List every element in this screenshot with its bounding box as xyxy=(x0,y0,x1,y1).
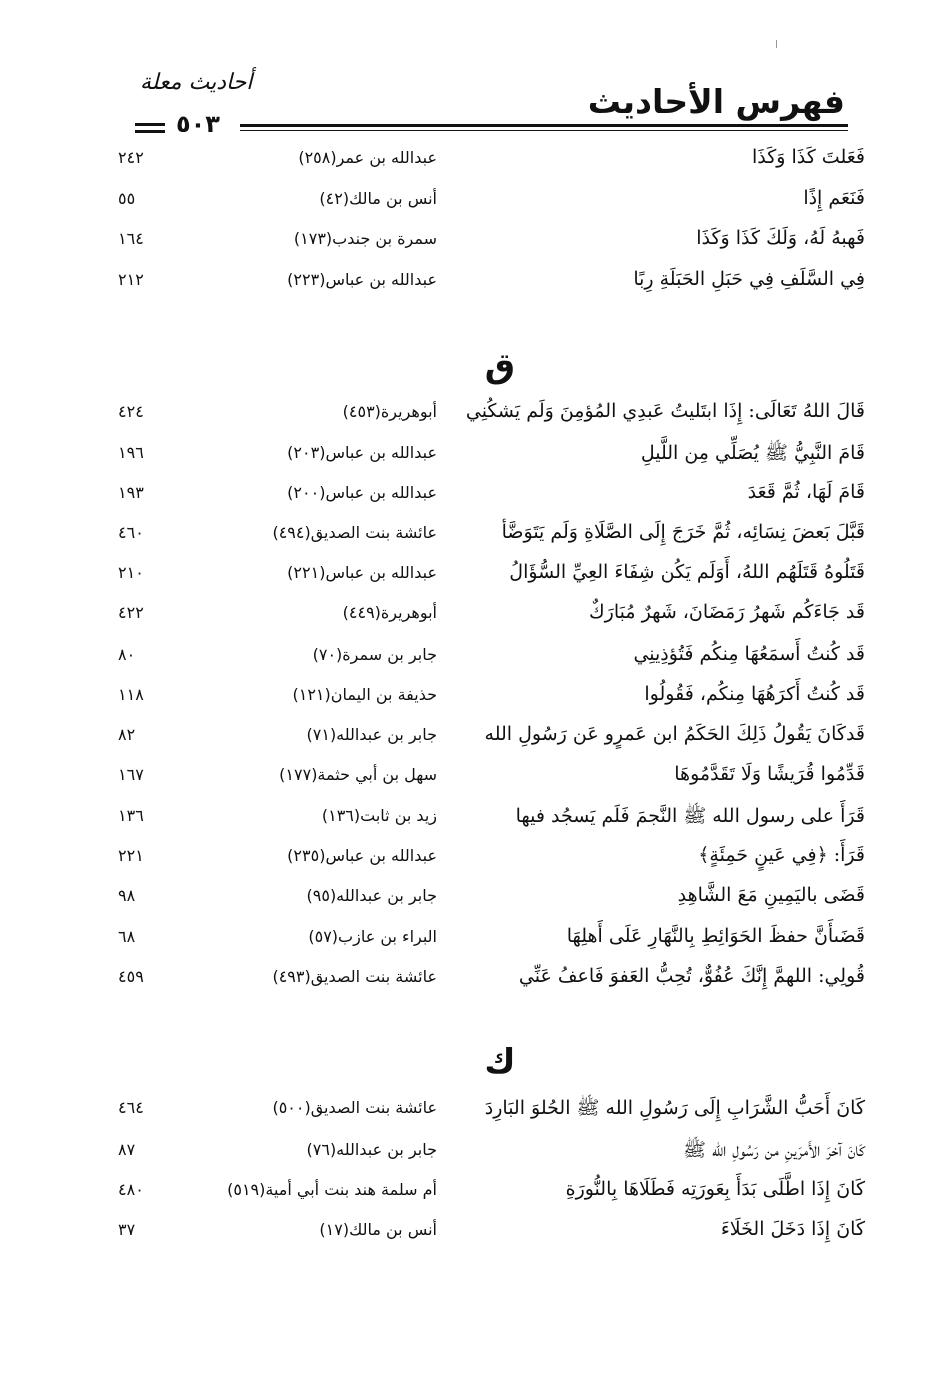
page-ref: ٨٧ xyxy=(118,1140,136,1159)
hadith-text: قَد جَاءَكُم شَهرُ رَمَضَانَ، شَهرٌ مُبَارَكٌ xyxy=(589,601,865,623)
narrator: عبدالله بن عباس(٢٣٥) xyxy=(287,846,437,865)
narrator: حذيفة بن اليمان(١٢١) xyxy=(292,685,437,704)
page-ref: ٩٨ xyxy=(118,886,136,905)
page-ref: ١٩٣ xyxy=(118,483,144,502)
page-ref: ٢٤٢ xyxy=(118,148,144,167)
hadith-text: قَتَلُوهُ قَتَلَهُم اللهُ، أَوَلَم يَكُن شِفَاءَ العِيِّ السُّؤَالُ xyxy=(509,561,865,583)
narrator: زيد بن ثابت(١٣٦) xyxy=(321,806,437,825)
index-entry xyxy=(0,1096,937,1136)
page-ref: ١٦٧ xyxy=(118,765,144,784)
index-entry xyxy=(0,268,937,308)
narrator: عبدالله بن عباس(٢٠٠) xyxy=(287,483,437,502)
hadith-text: قَامَ لَهَا، ثُمَّ قَعَدَ xyxy=(747,481,865,503)
page-ref: ٤٢٤ xyxy=(118,402,144,421)
index-entry xyxy=(0,925,937,965)
page-ref: ١١٨ xyxy=(118,685,144,704)
hadith-text: قَبَّلَ بَعضَ نِسَائِه، ثُمَّ خَرَجَ إِلَى الصَّلَاةِ وَلَم يَتَوَضَّأ xyxy=(501,521,865,543)
hadith-text: قَدِّمُوا قُرَيشًا وَلَا تَقَدَّمُوهَا xyxy=(674,763,865,785)
hadith-text: قَرَأَ: ﴿فِي عَينٍ حَمِئَةٍ﴾ xyxy=(698,844,865,866)
page-ref: ٥٥ xyxy=(118,189,136,208)
index-entry xyxy=(0,1138,937,1178)
page-number: ٥٠٣ xyxy=(176,110,220,138)
index-entry xyxy=(0,723,937,763)
page-number-rule xyxy=(135,123,165,126)
hadith-text: قُولِي: اللهمَّ إِنَّكَ عُفُوٌّ، تُحِبُّ العَفوَ فَاعفُ عَنِّي xyxy=(518,965,865,987)
narrator: عبدالله بن عباس(٢٢١) xyxy=(287,563,437,582)
index-entry xyxy=(0,1178,937,1218)
narrator: عبدالله بن عمر(٢٥٨) xyxy=(298,148,437,167)
index-entry xyxy=(0,965,937,1005)
index-entry xyxy=(0,561,937,601)
page-ref: ٢١٢ xyxy=(118,270,144,289)
narrator: سمرة بن جندب(١٧٣) xyxy=(293,229,437,248)
margin-mark xyxy=(776,40,777,48)
narrator: عائشة بنت الصديق(٤٩٣) xyxy=(272,967,437,986)
index-entry xyxy=(0,187,937,227)
narrator: البراء بن عازب(٥٧) xyxy=(308,927,437,946)
index-entry xyxy=(0,1218,937,1258)
narrator: سهل بن أبي حثمة(١٧٧) xyxy=(279,765,437,784)
page-ref: ٤٥٩ xyxy=(118,967,144,986)
section-letter: ك xyxy=(484,1042,516,1082)
index-entry xyxy=(0,844,937,884)
index-entry xyxy=(0,521,937,561)
page-title: فهرس الأحاديث xyxy=(587,82,845,121)
index-entry xyxy=(0,441,937,481)
hadith-text: قَضَى باليَمِينِ مَعَ الشَّاهِدِ xyxy=(677,884,865,906)
hadith-text: قَد كُنتُ أَسمَعُهَا مِنكُم فَتُؤذِينِي xyxy=(633,643,865,665)
hadith-text: قَامَ النَّبِيُّ ﷺ يُصَلِّي مِن اللَّيلِ xyxy=(640,442,865,464)
hadith-text: كَانَ إِذَا اطَّلَى بَدَأَ بِعَورَتِه فَطَلَاهَا بِالنُّورَةِ xyxy=(565,1178,865,1200)
narrator: عبدالله بن عباس(٢٠٣) xyxy=(287,443,437,462)
index-entry xyxy=(0,884,937,924)
hadith-text: قَد كُنتُ أَكرَهُهَا مِنكُم، فَقُولُوا xyxy=(644,683,865,705)
index-entry xyxy=(0,643,937,683)
hadith-text: كَانَ أَحَبُّ الشَّرَابِ إِلَى رَسُولِ الله ﷺ الحُلوَ البَارِدَ xyxy=(484,1097,865,1119)
page-ref: ٤٦٤ xyxy=(118,1098,144,1117)
index-entry xyxy=(0,146,937,186)
index-entry xyxy=(0,683,937,723)
header-rule xyxy=(240,124,848,127)
hadith-text: قَضَىأَنَّ حفظَ الحَوَائِطِ بِالنَّهَارِ عَلَى أَهلِهَا xyxy=(566,925,865,947)
page-number-rule xyxy=(135,130,165,133)
page-ref: ١٣٦ xyxy=(118,806,144,825)
narrator: عائشة بنت الصديق(٤٩٤) xyxy=(272,523,437,542)
narrator: أبوهريرة(٤٥٣) xyxy=(342,402,437,421)
hadith-text: قَرَأَ على رسول الله ﷺ النَّجمَ فَلَم يَسجُد فيها xyxy=(515,805,865,827)
header-rule-thin xyxy=(240,130,848,131)
narrator: جابر بن سمرة(٧٠) xyxy=(312,645,437,664)
section-letter: ق xyxy=(484,346,516,386)
index-entry xyxy=(0,601,937,641)
narrator: جابر بن عبدالله(٧٦) xyxy=(306,1140,437,1159)
index-entry xyxy=(0,481,937,521)
page-ref: ٤٨٠ xyxy=(118,1180,144,1199)
hadith-text: فَعَلتَ كَذَا وَكَذَا xyxy=(751,146,865,168)
hadith-text: كَانَ آخرَ الأَمرَينِ من رَسُولِ الله ﷺ xyxy=(683,1139,865,1161)
page-ref: ١٦٤ xyxy=(118,229,144,248)
hadith-text: فَنَعَم إِذًا xyxy=(803,187,865,209)
hadith-text: قَالَ اللهُ تَعَالَى: إِذَا ابتَليتُ عَبدِي المُؤمِنَ وَلَم يَشكُنِي xyxy=(465,400,865,422)
narrator: أم سلمة هند بنت أبي أمية(٥١٩) xyxy=(227,1180,437,1199)
hadith-text: فَهبهُ لَهُ، وَلَكَ كَذَا وَكَذَا xyxy=(696,227,865,249)
narrator: عائشة بنت الصديق(٥٠٠) xyxy=(272,1098,437,1117)
header-note: أحاديث معلة xyxy=(140,70,253,95)
page-ref: ٢٢١ xyxy=(118,846,144,865)
hadith-text: فِي السَّلَفِ فِي حَبَلِ الحَبَلَةِ رِبًا xyxy=(633,268,865,290)
index-entry xyxy=(0,227,937,267)
narrator: جابر بن عبدالله(٧١) xyxy=(306,725,437,744)
index-entry xyxy=(0,400,937,440)
hadith-text: كَانَ إِذَا دَخَلَ الخَلَاءَ xyxy=(720,1218,865,1240)
narrator: جابر بن عبدالله(٩٥) xyxy=(306,886,437,905)
narrator: أنس بن مالك(١٧) xyxy=(319,1220,437,1239)
page-ref: ٤٢٢ xyxy=(118,603,144,622)
page-ref: ١٩٦ xyxy=(118,443,144,462)
page-ref: ٢١٠ xyxy=(118,563,144,582)
page-ref: ٣٧ xyxy=(118,1220,136,1239)
page-ref: ٨٢ xyxy=(118,725,136,744)
narrator: عبدالله بن عباس(٢٢٣) xyxy=(287,270,437,289)
narrator: أنس بن مالك(٤٢) xyxy=(319,189,437,208)
page-ref: ٨٠ xyxy=(118,645,136,664)
page-ref: ٦٨ xyxy=(118,927,136,946)
narrator: أبوهريرة(٤٤٩) xyxy=(342,603,437,622)
index-entry xyxy=(0,763,937,803)
index-entry xyxy=(0,804,937,844)
hadith-text: قَدكَانَ يَقُولُ ذَلِكَ الحَكَمُ ابن عَمرٍو عَن رَسُولِ الله xyxy=(484,723,865,745)
page-ref: ٤٦٠ xyxy=(118,523,144,542)
